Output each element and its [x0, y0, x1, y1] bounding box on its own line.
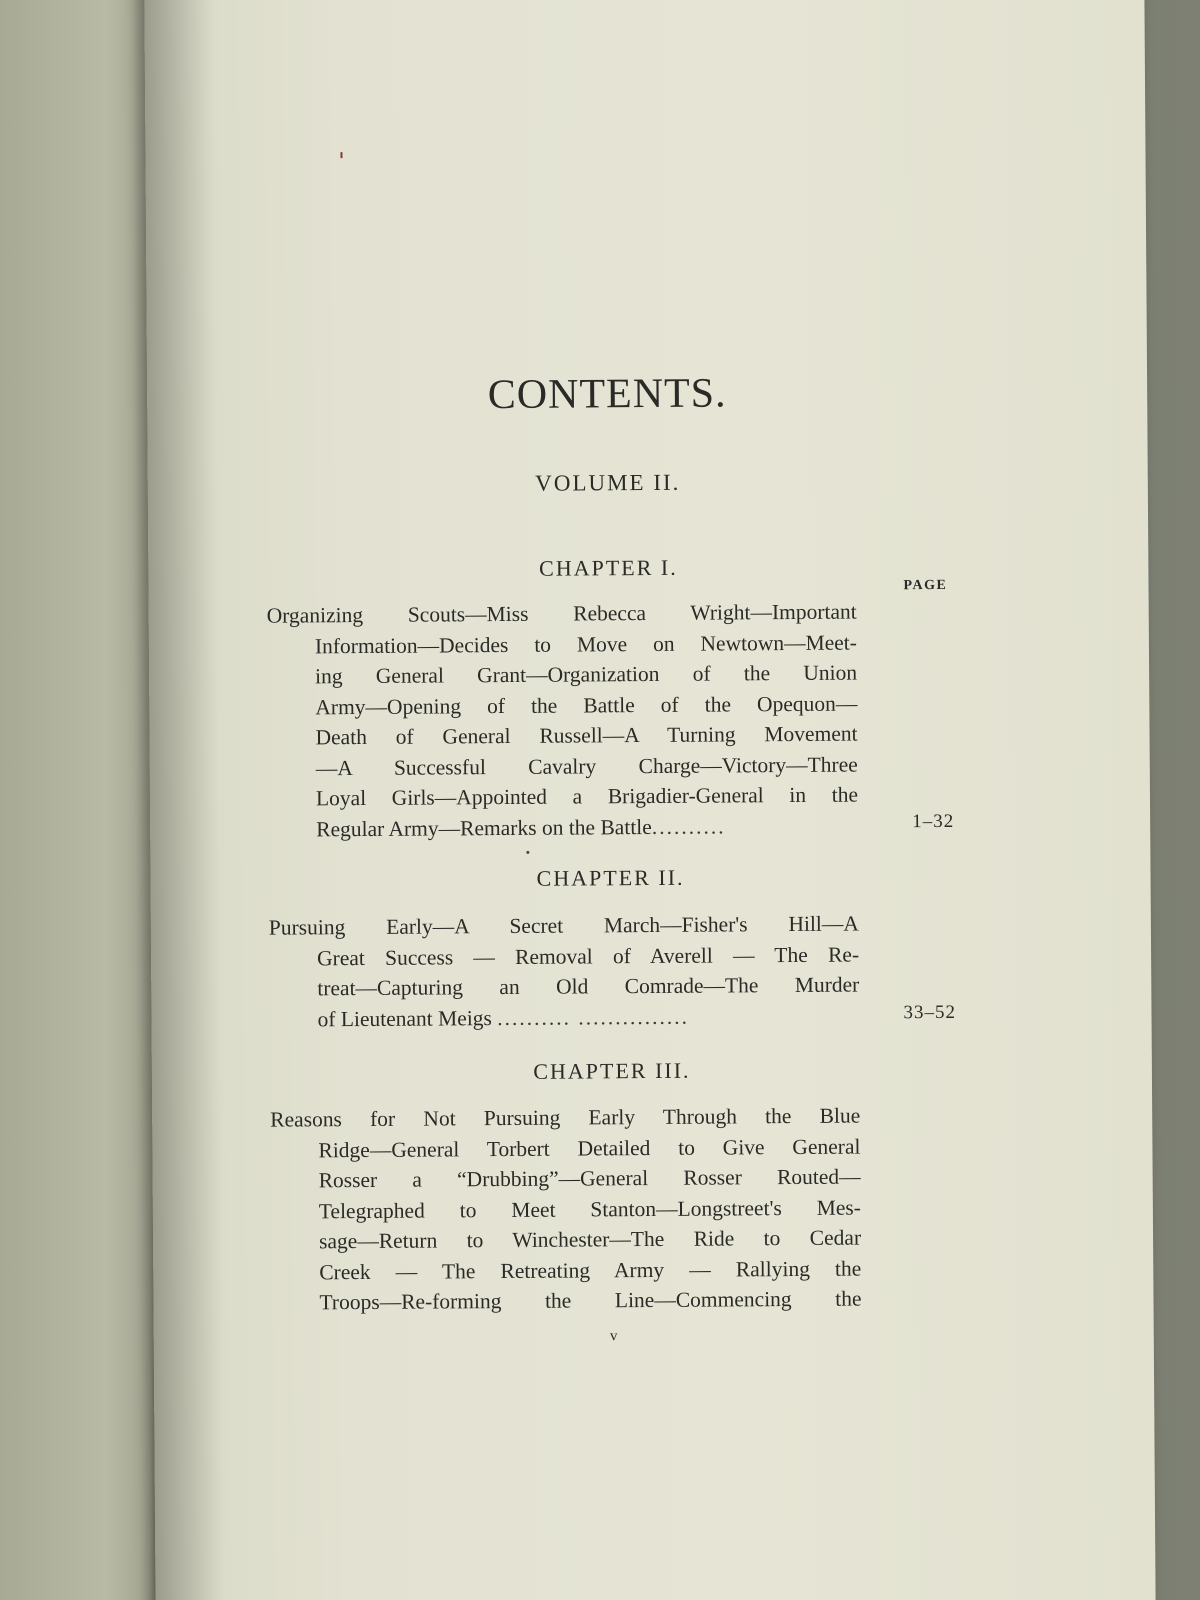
chapter-2-summary — [269, 907, 1010, 1034]
summary-line: Creek — The Retreating Army — Rallying the — [319, 1256, 862, 1284]
summary-line: Organizing Scouts—Miss Rebecca Wright—Important — [266, 599, 857, 628]
chapter-1-pages: 1–32 — [912, 810, 955, 833]
volume-heading: VOLUME II. — [535, 469, 681, 496]
chapter-heading-1: CHAPTER I. — [539, 554, 678, 581]
summary-line: treat—Capturing an Old Comrade—The Murder — [317, 972, 860, 1001]
summary-line: —A Successful Cavalry Charge—Victory—Three — [315, 752, 858, 780]
chapter-1-summary — [267, 596, 1009, 845]
summary-line-last — [268, 810, 858, 845]
summary-line: Reasons for Not Pursuing Early Through the Blue — [270, 1103, 861, 1132]
chapter-heading-2: CHAPTER II. — [536, 864, 685, 891]
summary-line: Army—Opening of the Battle of the Opequon— — [315, 691, 858, 719]
summary-line-last — [269, 1000, 859, 1035]
summary-line: Information—Decides to Move on Newtown—Meet- — [314, 630, 857, 658]
summary-line: sage—Return to Winchester—The Ride to Cedar — [318, 1225, 862, 1254]
summary-line: Ridge—General Torbert Detailed to Give General — [318, 1134, 861, 1162]
summary-line: Great Success — Removal of Averell — The Re- — [317, 942, 860, 970]
gutter-shadow — [144, 0, 225, 1600]
contents-title: CONTENTS. — [487, 370, 727, 419]
summary-line: Rosser a “Drubbing”—General Rosser Routed— — [318, 1164, 861, 1193]
summary-line: Death of General Russell—A Turning Movement — [315, 721, 858, 750]
chapter-2-pages: 33–52 — [903, 1001, 957, 1024]
dot-leader: .......... ............... — [497, 1004, 690, 1030]
summary-line: Troops—Re-forming the Line—Commencing the — [319, 1286, 862, 1315]
stray-mark — [526, 851, 529, 854]
summary-text: Regular Army—Remarks on the Battle — [316, 814, 652, 841]
summary-line: Loyal Girls—Appointed a Brigadier-General in the — [315, 782, 859, 811]
summary-line: Telegraphed to Meet Stanton—Longstreet's Mes- — [318, 1195, 861, 1223]
summary-line: ing General Grant—Organization of the Union — [315, 660, 858, 689]
page-column-label: PAGE — [903, 577, 948, 594]
dot-leader: .......... — [651, 813, 726, 839]
chapter-3-summary — [270, 1099, 1011, 1318]
summary-text: of Lieutenant Meigs — [317, 1005, 492, 1031]
page-number: v — [609, 1328, 618, 1345]
ink-speck — [340, 152, 342, 158]
book-page — [144, 0, 1155, 1600]
chapter-heading-3: CHAPTER III. — [533, 1057, 691, 1084]
summary-line: Pursuing Early—A Secret March—Fisher's Hill—A — [268, 911, 859, 940]
